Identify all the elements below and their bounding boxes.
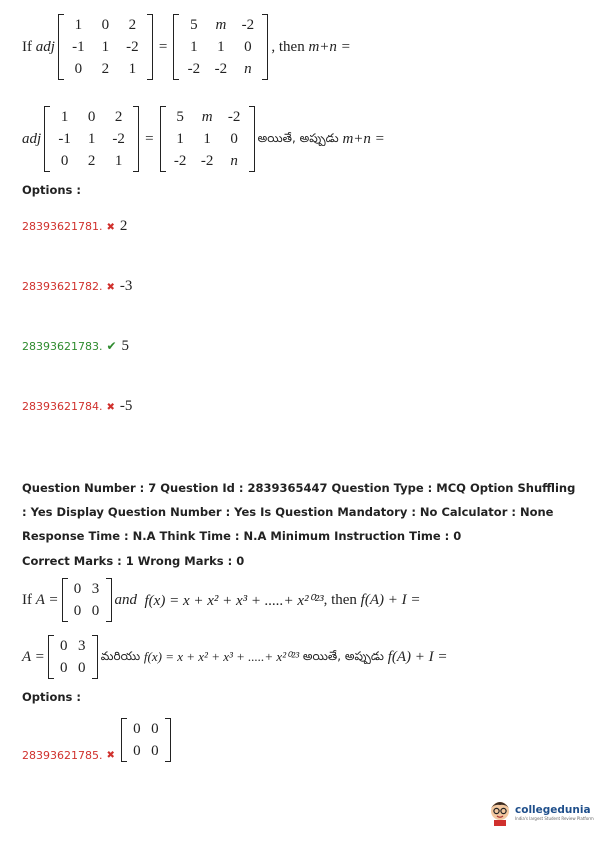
q1-options-label: Options : bbox=[22, 183, 81, 197]
option-value: 2 bbox=[119, 218, 128, 234]
q1-if: If bbox=[22, 38, 32, 55]
wrong-icon: ✖ bbox=[106, 222, 115, 233]
q2-marks: Correct Marks : 1 Wrong Marks : 0 bbox=[22, 554, 245, 568]
q1-te-ask: m+n = bbox=[342, 130, 385, 147]
q1-matrix-a: 1 0 2 -1 1 -2 0 2 1 bbox=[58, 14, 153, 80]
q2-matrix-a: 0 3 0 0 bbox=[62, 578, 112, 622]
q2-f-expr: f(x) = x + x² + x³ + .....+ x²⁰²³ bbox=[144, 592, 324, 609]
wrong-icon: ✖ bbox=[106, 402, 115, 413]
q2-te-cond: అయితే, అప్పుడు bbox=[302, 648, 384, 663]
option-value: 5 bbox=[121, 338, 130, 354]
logo-brand: collegedunia bbox=[515, 803, 591, 816]
q2-then: , then bbox=[323, 591, 357, 608]
wrong-icon: ✖ bbox=[106, 282, 115, 293]
option-number: 28393621781. bbox=[22, 220, 103, 233]
q2-ask: f(A) + I = bbox=[360, 591, 421, 608]
q2-a-eq: A = bbox=[35, 591, 59, 608]
option-number: 28393621785. bbox=[22, 748, 103, 762]
q2-and: and bbox=[114, 591, 138, 608]
student-avatar-icon bbox=[488, 798, 512, 826]
q2-te-f-expr: f(x) = x + x² + x³ + .....+ x²⁰²³ bbox=[143, 649, 300, 664]
option-value: -3 bbox=[119, 278, 133, 294]
q1-matrix-b: 5 m -2 1 1 0 -2 -2 n bbox=[173, 14, 268, 80]
check-icon: ✔ bbox=[106, 339, 117, 353]
q1-adj: adj bbox=[35, 38, 55, 55]
q2-if: If bbox=[22, 591, 32, 608]
option-number: 28393621784. bbox=[22, 400, 103, 413]
q1-then: , then bbox=[271, 38, 305, 55]
option-row[interactable] bbox=[22, 718, 174, 762]
q1-te-cond: అయితే, అప్పుడు bbox=[257, 130, 339, 145]
q1-english-line: If adj 1 0 2 -1 1 -2 0 2 1 = 5 m -2 1 1 0 -2 -2 n , then m+n = bbox=[22, 14, 351, 80]
q2-options-label: Options : bbox=[22, 690, 81, 704]
q2-te-and: మరియు bbox=[100, 648, 141, 663]
option-number: 28393621782. bbox=[22, 280, 103, 293]
q2-english-line bbox=[22, 578, 420, 622]
q1-telugu-line: adj 1 0 2 -1 1 -2 0 2 1 = 5 m -2 1 1 0 -2 -2 n అయితే, అప్పుడు m+n = bbox=[22, 106, 385, 172]
q1-te-adj: adj bbox=[22, 130, 42, 147]
option-row[interactable] bbox=[22, 397, 132, 415]
q2-te-a-eq: A = bbox=[22, 648, 45, 665]
option-number: 28393621783. bbox=[22, 340, 103, 353]
option-row[interactable] bbox=[22, 277, 132, 295]
option-row[interactable] bbox=[22, 337, 129, 355]
q2-te-ask: f(A) + I = bbox=[387, 648, 448, 665]
q1-te-matrix-a: 1 0 2 -1 1 -2 0 2 1 bbox=[44, 106, 139, 172]
q2-meta: Question Number : 7 Question Id : 2839365447 Question Type : MCQ Option Shuffling : Yes Display Question Number : Yes Is Question Mandatory : No Calculator : None Response Time : N.A Think Time : N.A Minimum Instruction Time : 0 bbox=[22, 481, 576, 543]
q2-te-matrix-a: 0 3 0 0 bbox=[48, 635, 98, 679]
q2-telugu-line bbox=[22, 635, 448, 679]
q1-ask: m+n = bbox=[308, 38, 351, 55]
option-matrix: 0 0 0 0 bbox=[121, 718, 171, 762]
logo-tagline: India's largest Student Review Platform bbox=[515, 815, 594, 821]
collegedunia-logo bbox=[488, 798, 594, 826]
wrong-icon: ✖ bbox=[106, 749, 115, 761]
option-value: -5 bbox=[119, 398, 133, 414]
q1-te-matrix-b: 5 m -2 1 1 0 -2 -2 n bbox=[160, 106, 255, 172]
option-row[interactable] bbox=[22, 217, 127, 235]
